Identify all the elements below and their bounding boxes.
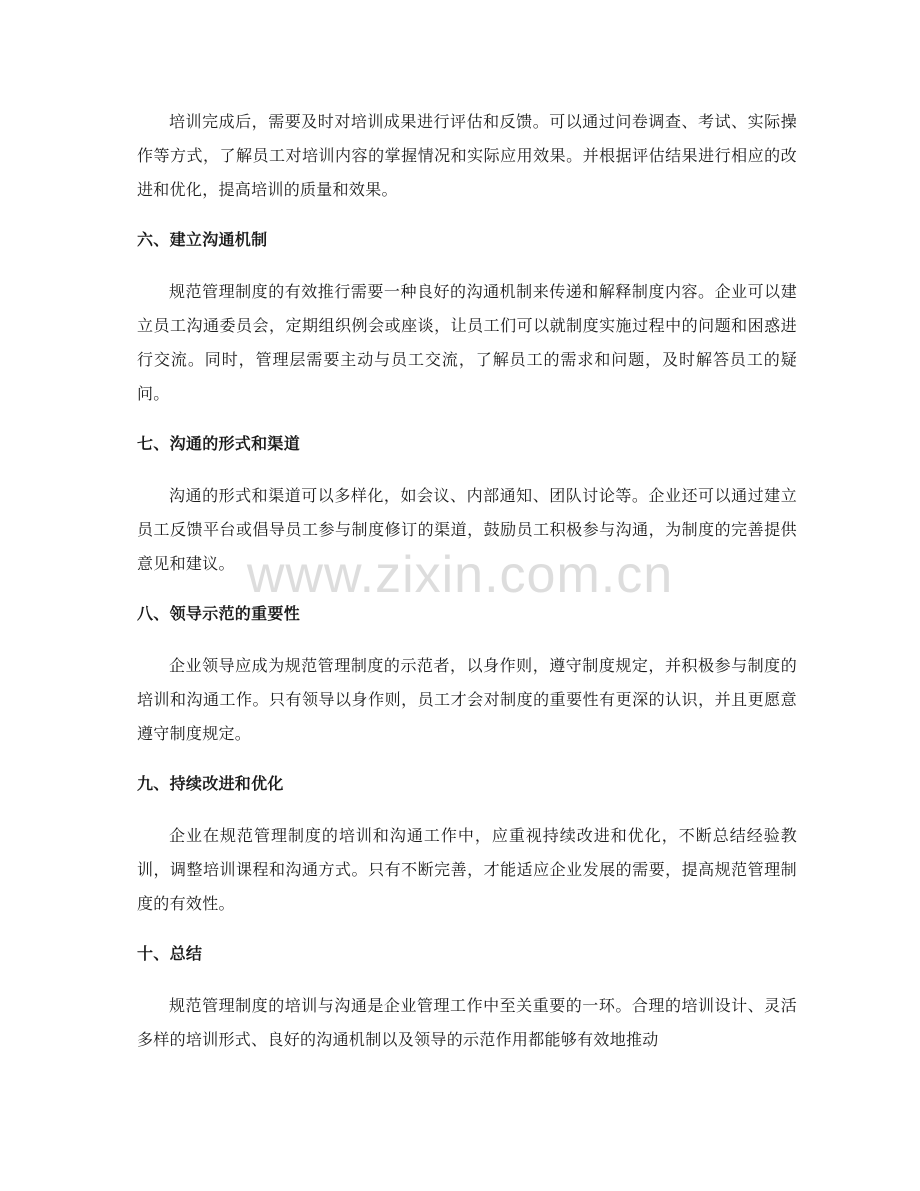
watermark-text: www.zixin.com.cn [246,546,674,604]
section-paragraph-6: 规范管理制度的有效推行需要一种良好的沟通机制来传递和解释制度内容。企业可以建立员工沟通委员会，定期组织例会或座谈，让员工们可以就制度实施过程中的问题和困惑进行交流。同时，管理层需要主动与员工交流，了解员工的需求和问题，及时解答员工的疑问。 [137,282,797,403]
section-paragraph-7: 沟通的形式和渠道可以多样化，如会议、内部通知、团队讨论等。企业还可以通过建立员工反馈平台或倡导员工参与制度修订的渠道，鼓励员工积极参与沟通，为制度的完善提供意见和建议。 [137,486,797,573]
section-heading-9: 九、持续改进和优化 [137,774,284,793]
section-heading-7: 七、沟通的形式和渠道 [137,434,301,453]
section-heading-6: 六、建立沟通机制 [137,230,268,249]
section-paragraph-9: 企业在规范管理制度的培训和沟通工作中，应重视持续改进和优化，不断总结经验教训，调整培训课程和沟通方式。只有不断完善，才能适应企业发展的需要，提高规范管理制度的有效性。 [137,826,797,913]
intro-paragraph: 培训完成后，需要及时对培训成果进行评估和反馈。可以通过问卷调查、考试、实际操作等方式，了解员工对培训内容的掌握情况和实际应用效果。并根据评估结果进行相应的改进和优化，提高培训的质量和效果。 [137,112,797,199]
section-paragraph-8: 企业领导应成为规范管理制度的示范者，以身作则，遵守制度规定，并积极参与制度的培训和沟通工作。只有领导以身作则，员工才会对制度的重要性有更深的认识，并且更愿意遵守制度规定。 [137,656,797,743]
section-heading-8: 八、领导示范的重要性 [137,604,301,623]
section-paragraph-10: 规范管理制度的培训与沟通是企业管理工作中至关重要的一环。合理的培训设计、灵活多样的培训形式、良好的沟通机制以及领导的示范作用都能够有效地推动 [137,996,797,1049]
section-heading-10: 十、总结 [137,944,203,963]
document-body [137,105,797,1057]
